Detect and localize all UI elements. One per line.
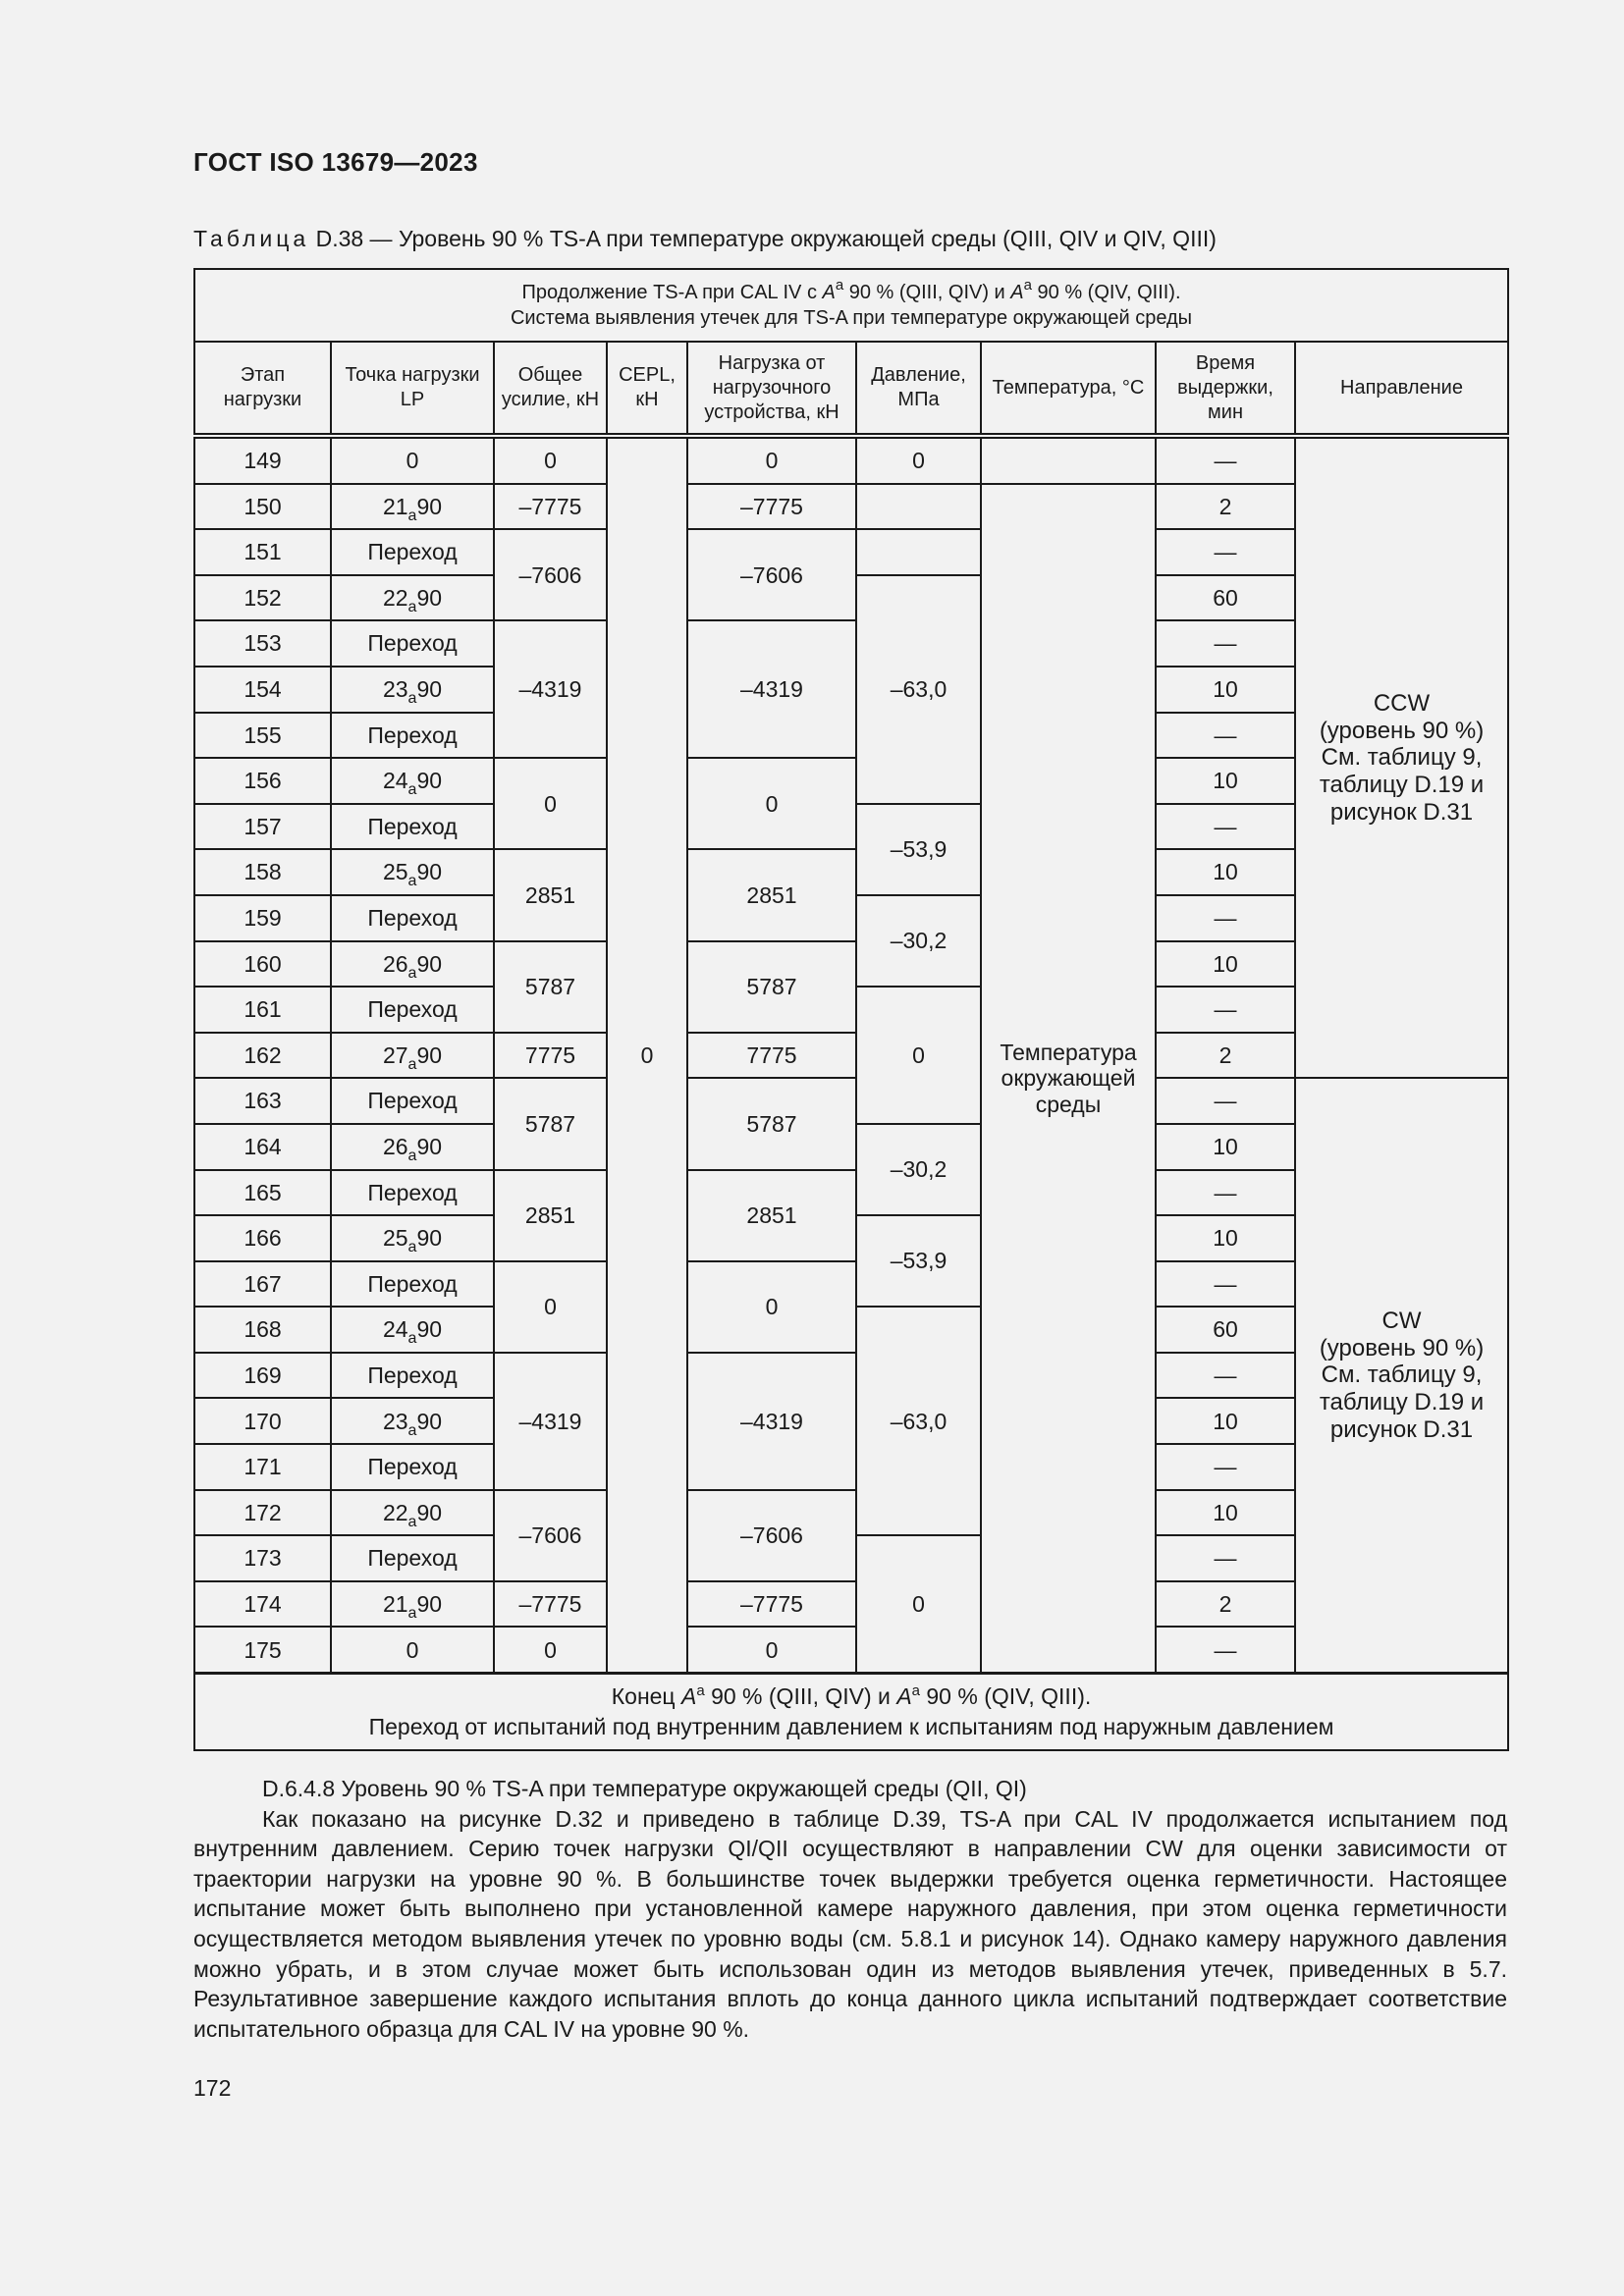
column-header-cepl: CEPL, кН	[607, 342, 687, 436]
stage-cell: 157	[194, 804, 331, 850]
hold-cell: —	[1156, 620, 1295, 667]
load-point-cell: Переход	[331, 1353, 494, 1399]
hold-cell: 10	[1156, 667, 1295, 713]
force-cell: –7606	[494, 529, 607, 620]
table-bottom-band: Конец $A^a$ 90 % (QIII, QIV) и $A^a$ 90 % (QIV, QIII). Переход от испытаний под внутренним давлением к испытаниям под наружным давлением	[194, 1674, 1508, 1751]
direction-cell-ccw: CCW (уровень 90 %) См. таблицу 9, таблицу D.19 и рисунок D.31	[1295, 436, 1508, 1078]
column-header-load-point: Точка нагрузки LP	[331, 342, 494, 436]
body-text	[193, 1774, 1507, 2044]
force-cell: 0	[494, 436, 607, 484]
load-point-cell: 0	[331, 1627, 494, 1673]
cepl-cell: 0	[607, 436, 687, 1674]
document-header: ГОСТ ISO 13679—2023	[193, 147, 478, 177]
pressure-cell: –63,0	[856, 575, 981, 804]
load-point-cell: Переход	[331, 529, 494, 575]
table-row	[194, 1078, 1508, 1124]
load-point-cell: $24_a90$	[331, 1307, 494, 1353]
column-header-total-force: Общее усилие, кН	[494, 342, 607, 436]
stage-cell: 168	[194, 1307, 331, 1353]
table-caption	[193, 226, 1217, 252]
stage-cell: 158	[194, 849, 331, 895]
stage-cell: 160	[194, 941, 331, 988]
hold-cell: 10	[1156, 758, 1295, 804]
column-header-temperature: Температура, °С	[981, 342, 1156, 436]
force-cell: 5787	[494, 941, 607, 1033]
hold-cell: 2	[1156, 1581, 1295, 1628]
load-cell: 5787	[687, 941, 856, 1033]
temperature-cell: Температура окружающей среды	[981, 484, 1156, 1674]
pressure-cell	[856, 484, 981, 530]
force-cell: 0	[494, 1261, 607, 1353]
direction-cell-cw: CW (уровень 90 %) См. таблицу 9, таблицу D.19 и рисунок D.31	[1295, 1078, 1508, 1673]
column-header-direction: Направление	[1295, 342, 1508, 436]
load-cell: –4319	[687, 620, 856, 758]
load-point-cell: $21_a90$	[331, 1581, 494, 1628]
load-cell: 0	[687, 1261, 856, 1353]
stage-cell: 156	[194, 758, 331, 804]
hold-cell: 10	[1156, 1124, 1295, 1170]
load-point-cell: $22_a90$	[331, 1490, 494, 1536]
temperature-cell	[981, 436, 1156, 484]
stage-cell: 163	[194, 1078, 331, 1124]
load-point-cell: Переход	[331, 620, 494, 667]
load-point-cell: Переход	[331, 987, 494, 1033]
hold-cell: 60	[1156, 1307, 1295, 1353]
stage-cell: 155	[194, 713, 331, 759]
force-cell: –4319	[494, 620, 607, 758]
force-cell: –7775	[494, 484, 607, 530]
column-header-pressure: Давление, МПа	[856, 342, 981, 436]
stage-cell: 174	[194, 1581, 331, 1628]
stage-cell: 153	[194, 620, 331, 667]
load-point-cell: Переход	[331, 1444, 494, 1490]
hold-cell: —	[1156, 713, 1295, 759]
load-point-cell: $27_a90$	[331, 1033, 494, 1079]
load-point-cell: Переход	[331, 1261, 494, 1308]
load-point-cell: Переход	[331, 1535, 494, 1581]
pressure-cell: 0	[856, 1535, 981, 1673]
load-point-cell: $25_a90$	[331, 849, 494, 895]
table-caption-text: D.38 — Уровень 90 % TS-A при температуре окружающей среды (QIII, QIV и QIV, QIII)	[315, 226, 1217, 251]
section-heading: D.6.4.8 Уровень 90 % TS-A при температуре окружающей среды (QII, QI)	[262, 1776, 1027, 1801]
load-point-cell: Переход	[331, 1078, 494, 1124]
stage-cell: 162	[194, 1033, 331, 1079]
load-point-cell: $22_a90$	[331, 575, 494, 621]
force-cell: 7775	[494, 1033, 607, 1079]
hold-cell: —	[1156, 804, 1295, 850]
force-cell: 2851	[494, 849, 607, 940]
pressure-cell: –30,2	[856, 1124, 981, 1215]
stage-cell: 167	[194, 1261, 331, 1308]
load-cell: 5787	[687, 1078, 856, 1169]
pressure-cell: –30,2	[856, 895, 981, 987]
load-cell: –7606	[687, 1490, 856, 1581]
stage-cell: 150	[194, 484, 331, 530]
load-cell: –4319	[687, 1353, 856, 1490]
load-point-cell: Переход	[331, 713, 494, 759]
hold-cell: 10	[1156, 1215, 1295, 1261]
hold-cell: —	[1156, 1261, 1295, 1308]
stage-cell: 159	[194, 895, 331, 941]
load-point-cell: Переход	[331, 1170, 494, 1216]
load-cell: 0	[687, 758, 856, 849]
hold-cell: —	[1156, 1170, 1295, 1216]
body-paragraph: Как показано на рисунке D.32 и приведено в таблице D.39, TS-A при CAL IV продолжается испытанием под внутренним давлением. Серию точек нагрузки QI/QII осуществляют в направлении CW для оценки зависимости от траектории нагрузки на уровне 90 %. В большинстве точек выдержки требуется оценка герметичности. Настоящее испытание может быть выполнено при установленной камере наружного давления, при этом оценка герметичности осуществляется методом выявления утечек по уровню воды (см. 5.8.1 и рисунок 14). Однако камеру наружного давления можно убрать, и в этом случае может быть использован один из методов выявления утечек, приведенных в 5.7. Результативное завершение каждого испытания вплоть до конца данного цикла испытаний подтверждает соответствие испытательного образца для CAL IV на уровне 90 %.	[193, 1805, 1507, 2042]
column-header-stage: Этап нагрузки	[194, 342, 331, 436]
pressure-cell: 0	[856, 987, 981, 1124]
load-table	[193, 268, 1509, 1751]
load-cell: 2851	[687, 849, 856, 940]
hold-cell: 10	[1156, 1398, 1295, 1444]
hold-cell: —	[1156, 436, 1295, 484]
load-point-cell: $26_a90$	[331, 1124, 494, 1170]
load-point-cell: $26_a90$	[331, 941, 494, 988]
load-point-cell: $25_a90$	[331, 1215, 494, 1261]
force-cell: 5787	[494, 1078, 607, 1169]
load-cell: 2851	[687, 1170, 856, 1261]
pressure-cell: 0	[856, 436, 981, 484]
load-point-cell: $23_a90$	[331, 1398, 494, 1444]
force-cell: –7775	[494, 1581, 607, 1628]
stage-cell: 164	[194, 1124, 331, 1170]
pressure-cell: –53,9	[856, 804, 981, 895]
hold-cell: —	[1156, 1627, 1295, 1673]
hold-cell: 10	[1156, 941, 1295, 988]
pressure-cell: –53,9	[856, 1215, 981, 1307]
load-point-cell: 0	[331, 436, 494, 484]
stage-cell: 161	[194, 987, 331, 1033]
stage-cell: 172	[194, 1490, 331, 1536]
column-header-hold-time: Время выдержки, мин	[1156, 342, 1295, 436]
stage-cell: 175	[194, 1627, 331, 1673]
load-point-cell: Переход	[331, 895, 494, 941]
pressure-cell	[856, 529, 981, 575]
load-point-cell: $23_a90$	[331, 667, 494, 713]
table-caption-label: Таблица	[193, 226, 310, 251]
load-point-cell: $24_a90$	[331, 758, 494, 804]
stage-cell: 169	[194, 1353, 331, 1399]
table-row	[194, 436, 1508, 484]
load-cell: 7775	[687, 1033, 856, 1079]
force-cell: –7606	[494, 1490, 607, 1581]
hold-cell: —	[1156, 987, 1295, 1033]
hold-cell: —	[1156, 1535, 1295, 1581]
stage-cell: 170	[194, 1398, 331, 1444]
stage-cell: 149	[194, 436, 331, 484]
stage-cell: 173	[194, 1535, 331, 1581]
hold-cell: —	[1156, 1444, 1295, 1490]
force-cell: 0	[494, 1627, 607, 1673]
hold-cell: —	[1156, 1353, 1295, 1399]
stage-cell: 154	[194, 667, 331, 713]
hold-cell: 60	[1156, 575, 1295, 621]
stage-cell: 151	[194, 529, 331, 575]
hold-cell: —	[1156, 529, 1295, 575]
page-number: 172	[193, 2075, 232, 2101]
load-point-cell: $21_a90$	[331, 484, 494, 530]
hold-cell: —	[1156, 895, 1295, 941]
force-cell: 2851	[494, 1170, 607, 1261]
stage-cell: 152	[194, 575, 331, 621]
hold-cell: 2	[1156, 1033, 1295, 1079]
hold-cell: 10	[1156, 849, 1295, 895]
stage-cell: 165	[194, 1170, 331, 1216]
table-top-band: Продолжение TS-A при CAL IV с $A^a$ 90 % (QIII, QIV) и $A^a$ 90 % (QIV, QIII). Система выявления утечек для TS-A при температуре окружающей среды	[194, 269, 1508, 342]
pressure-cell: –63,0	[856, 1307, 981, 1535]
load-cell: –7775	[687, 1581, 856, 1628]
load-cell: –7775	[687, 484, 856, 530]
load-cell: –7606	[687, 529, 856, 620]
force-cell: –4319	[494, 1353, 607, 1490]
column-header-load-device: Нагрузка от нагрузочного устройства, кН	[687, 342, 856, 436]
force-cell: 0	[494, 758, 607, 849]
load-point-cell: Переход	[331, 804, 494, 850]
load-cell: 0	[687, 1627, 856, 1673]
hold-cell: —	[1156, 1078, 1295, 1124]
load-cell: 0	[687, 436, 856, 484]
hold-cell: 2	[1156, 484, 1295, 530]
stage-cell: 166	[194, 1215, 331, 1261]
stage-cell: 171	[194, 1444, 331, 1490]
hold-cell: 10	[1156, 1490, 1295, 1536]
